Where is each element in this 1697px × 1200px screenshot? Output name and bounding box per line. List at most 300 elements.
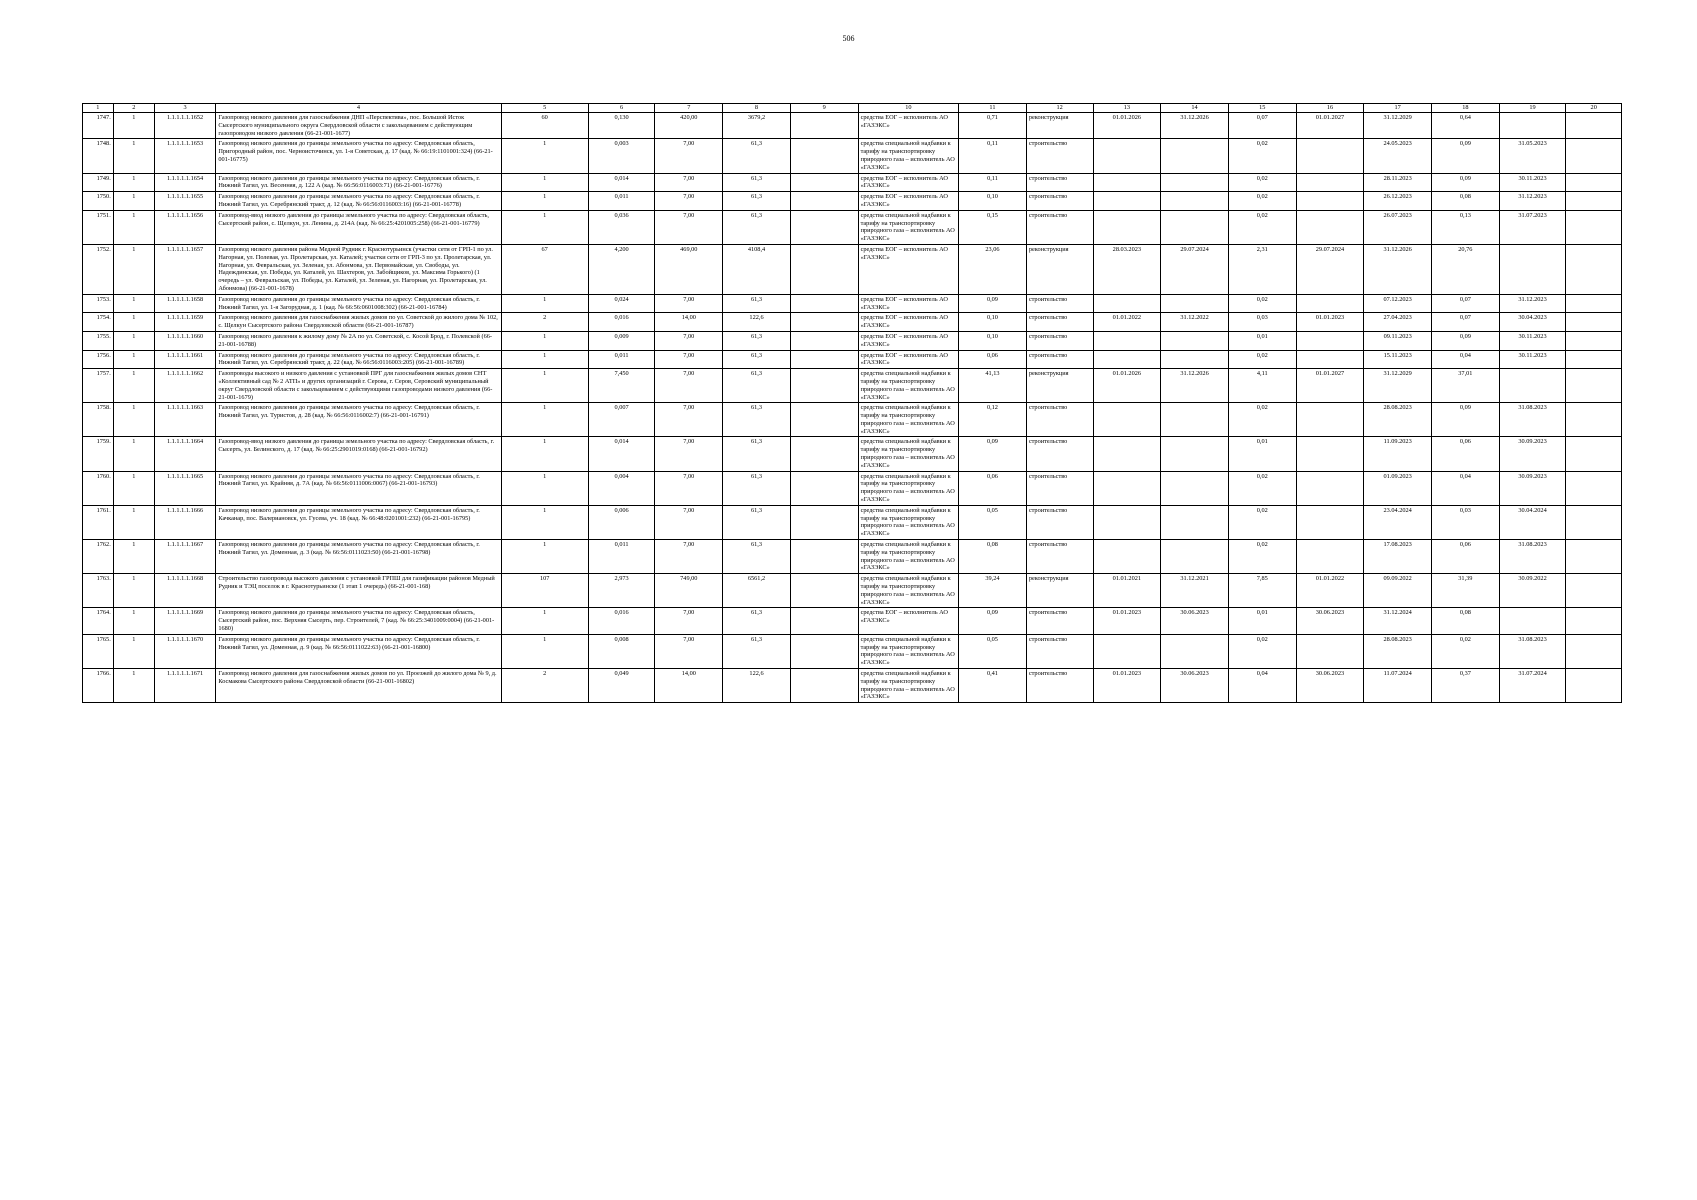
table-row (83, 634, 1622, 668)
cell-col-8: 61,3 (723, 403, 791, 437)
cell-col-5: 1 (501, 608, 588, 634)
cell-col-17: 28.08.2023 (1364, 403, 1432, 437)
cell-col-5: 1 (501, 173, 588, 192)
cell-col-16: 30.06.2023 (1296, 669, 1364, 703)
cell-col-16: 01.01.2022 (1296, 574, 1364, 608)
funding-source: средства ЕОГ – исполнитель АО «ГАЗЭКС» (858, 113, 959, 139)
col-header: 15 (1228, 104, 1296, 113)
work-type: строительство (1026, 139, 1093, 173)
funding-source: средства ЕОГ – исполнитель АО «ГАЗЭКС» (858, 173, 959, 192)
cell-col-20 (1566, 331, 1622, 350)
cell-col-14 (1161, 173, 1229, 192)
cell-col-11: 0,11 (959, 139, 1027, 173)
cell-col-15: 0,02 (1228, 540, 1296, 574)
cell-col-5: 1 (501, 437, 588, 471)
funding-source: средства ЕОГ – исполнитель АО «ГАЗЭКС» (858, 244, 959, 294)
row-number: 1764. (83, 608, 114, 634)
cell-col-8: 61,3 (723, 173, 791, 192)
work-type: строительство (1026, 313, 1093, 332)
object-name: Газопровод низкого давления до границы земельного участка по адресу: Свердловская область, г. Качканар, пос. Валериановск, ул. Гусева, уч. 18 (кад. № 66:48:0201001:232) (66-21-001-16795) (216, 505, 501, 539)
cell-col-20 (1566, 669, 1622, 703)
cell-col-8: 61,3 (723, 192, 791, 211)
cell-col-2: 1 (113, 505, 154, 539)
row-number: 1749. (83, 173, 114, 192)
cell-col-17: 23.04.2024 (1364, 505, 1432, 539)
col-header: 13 (1093, 104, 1161, 113)
cell-col-17: 24.05.2023 (1364, 139, 1432, 173)
object-name: Газопровод низкого давления до границы земельного участка по адресу: Свердловская область, г. Нижний Тагил, ул. Доменная, д. 3 (кад. № 66:56:0111023:50) (66-21-001-16798) (216, 540, 501, 574)
cell-col-5: 1 (501, 505, 588, 539)
object-name: Газопровод низкого давления до границы земельного участка по адресу: Свердловская область, г. Нижний Тагил, ул. Крайняя, д. 7А (кад. № 66:56:0111006:0067) (66-21-001-16793) (216, 471, 501, 505)
cell-col-19: 31.08.2023 (1499, 540, 1566, 574)
cell-col-16 (1296, 505, 1364, 539)
cell-col-16: 01.01.2027 (1296, 113, 1364, 139)
cell-col-11: 0,10 (959, 192, 1027, 211)
cell-col-18: 0,09 (1432, 139, 1500, 173)
cell-col-15: 0,02 (1228, 294, 1296, 313)
cell-col-13 (1093, 437, 1161, 471)
cell-col-2: 1 (113, 113, 154, 139)
cell-col-7: 7,00 (655, 350, 723, 369)
cell-col-17: 26.12.2023 (1364, 192, 1432, 211)
cell-col-14 (1161, 331, 1229, 350)
cell-col-11: 0,06 (959, 350, 1027, 369)
col-header: 10 (858, 104, 959, 113)
cell-col-8: 61,3 (723, 437, 791, 471)
object-name: Газопровод низкого давления до границы земельного участка по адресу: Свердловская область, Сысертский район, пос. Верхняя Сысерть, пер. Строителей, 7 (кад. № 66:25:3401009:0004) (66-21-001-1680) (216, 608, 501, 634)
object-name: Газопровод низкого давления для газоснабжения жилых домов по ул. Проезжей до жилого дома № 9, д. Космакова Сысертского района Свердловской области (66-21-001-16802) (216, 669, 501, 703)
col-header: 3 (154, 104, 216, 113)
cell-col-18: 0,07 (1432, 294, 1500, 313)
cell-col-15: 0,02 (1228, 471, 1296, 505)
cell-col-9 (790, 669, 858, 703)
cell-col-8: 61,3 (723, 294, 791, 313)
cell-col-5: 107 (501, 574, 588, 608)
col-header: 14 (1161, 104, 1229, 113)
cell-col-11: 23,06 (959, 244, 1027, 294)
cell-col-16: 29.07.2024 (1296, 244, 1364, 294)
cell-col-6: 0,011 (588, 350, 655, 369)
cell-col-18: 0,04 (1432, 471, 1500, 505)
cell-col-6: 0,014 (588, 173, 655, 192)
cell-col-6: 0,004 (588, 471, 655, 505)
cell-col-14: 29.07.2024 (1161, 244, 1229, 294)
cell-col-17: 28.11.2023 (1364, 173, 1432, 192)
cell-col-6: 0,007 (588, 403, 655, 437)
cell-col-2: 1 (113, 669, 154, 703)
cell-col-19 (1499, 608, 1566, 634)
col-header: 16 (1296, 104, 1364, 113)
object-name: Газопровод низкого давления к жилому дому № 2А по ул. Советской, с. Косой Брод, г. Полевской (66-21-001-16788) (216, 331, 501, 350)
cell-col-9 (790, 139, 858, 173)
table-row (83, 313, 1622, 332)
funding-source: средства ЕОГ – исполнитель АО «ГАЗЭКС» (858, 313, 959, 332)
work-type: строительство (1026, 403, 1093, 437)
col-header: 4 (216, 104, 501, 113)
cell-col-16 (1296, 350, 1364, 369)
cell-col-18: 0,03 (1432, 505, 1500, 539)
row-number: 1760. (83, 471, 114, 505)
work-type: строительство (1026, 350, 1093, 369)
cell-col-5: 1 (501, 403, 588, 437)
cell-col-2: 1 (113, 540, 154, 574)
table-row (83, 608, 1622, 634)
cell-col-20 (1566, 471, 1622, 505)
cell-col-7: 7,00 (655, 634, 723, 668)
cell-col-19: 31.05.2023 (1499, 139, 1566, 173)
row-number: 1751. (83, 210, 114, 244)
row-number: 1752. (83, 244, 114, 294)
cell-col-19 (1499, 244, 1566, 294)
column-number-row (83, 104, 1622, 113)
cell-col-14: 31.12.2022 (1161, 313, 1229, 332)
cell-col-17: 09.09.2022 (1364, 574, 1432, 608)
cell-col-6: 0,016 (588, 608, 655, 634)
cell-col-17: 31.12.2029 (1364, 113, 1432, 139)
table-row (83, 403, 1622, 437)
cell-col-11: 0,41 (959, 669, 1027, 703)
work-type: строительство (1026, 634, 1093, 668)
cell-col-18: 20,76 (1432, 244, 1500, 294)
cell-col-14: 31.12.2026 (1161, 369, 1229, 403)
cell-col-14 (1161, 540, 1229, 574)
cell-col-9 (790, 540, 858, 574)
cell-col-18: 0,06 (1432, 540, 1500, 574)
cell-col-2: 1 (113, 173, 154, 192)
cell-col-13: 01.01.2022 (1093, 313, 1161, 332)
cell-col-18: 0,08 (1432, 608, 1500, 634)
work-type: реконструкция (1026, 574, 1093, 608)
cell-col-18: 0,09 (1432, 403, 1500, 437)
cell-col-11: 0,05 (959, 634, 1027, 668)
object-code: 1.1.1.1.1.1662 (154, 369, 216, 403)
cell-col-19 (1499, 113, 1566, 139)
cell-col-2: 1 (113, 244, 154, 294)
cell-col-18: 0,06 (1432, 437, 1500, 471)
cell-col-17: 26.07.2023 (1364, 210, 1432, 244)
cell-col-7: 14,00 (655, 313, 723, 332)
cell-col-13: 01.01.2023 (1093, 608, 1161, 634)
cell-col-8: 4108,4 (723, 244, 791, 294)
cell-col-6: 0,016 (588, 313, 655, 332)
cell-col-16: 30.06.2023 (1296, 608, 1364, 634)
funding-source: средства специальной надбавки к тарифу на транспортировку природного газа – исполнитель АО «ГАЗЭКС» (858, 139, 959, 173)
col-header: 19 (1499, 104, 1566, 113)
work-type: строительство (1026, 173, 1093, 192)
object-code: 1.1.1.1.1.1666 (154, 505, 216, 539)
table-row (83, 192, 1622, 211)
cell-col-9 (790, 350, 858, 369)
row-number: 1758. (83, 403, 114, 437)
object-code: 1.1.1.1.1.1664 (154, 437, 216, 471)
cell-col-8: 122,6 (723, 313, 791, 332)
table-row (83, 369, 1622, 403)
col-header: 17 (1364, 104, 1432, 113)
object-code: 1.1.1.1.1.1660 (154, 331, 216, 350)
cell-col-6: 0,049 (588, 669, 655, 703)
cell-col-14 (1161, 403, 1229, 437)
funding-source: средства специальной надбавки к тарифу на транспортировку природного газа – исполнитель АО «ГАЗЭКС» (858, 574, 959, 608)
cell-col-16 (1296, 540, 1364, 574)
row-number: 1763. (83, 574, 114, 608)
work-type: строительство (1026, 437, 1093, 471)
cell-col-6: 0,009 (588, 331, 655, 350)
cell-col-6: 0,130 (588, 113, 655, 139)
cell-col-17: 31.12.2026 (1364, 244, 1432, 294)
cell-col-20 (1566, 173, 1622, 192)
cell-col-5: 60 (501, 113, 588, 139)
cell-col-2: 1 (113, 471, 154, 505)
table-row (83, 471, 1622, 505)
cell-col-9 (790, 505, 858, 539)
row-number: 1754. (83, 313, 114, 332)
cell-col-14 (1161, 350, 1229, 369)
row-number: 1748. (83, 139, 114, 173)
funding-source: средства ЕОГ – исполнитель АО «ГАЗЭКС» (858, 350, 959, 369)
cell-col-9 (790, 113, 858, 139)
row-number: 1750. (83, 192, 114, 211)
cell-col-15: 4,11 (1228, 369, 1296, 403)
cell-col-20 (1566, 192, 1622, 211)
table-row (83, 540, 1622, 574)
cell-col-18: 31,39 (1432, 574, 1500, 608)
row-number: 1766. (83, 669, 114, 703)
cell-col-9 (790, 331, 858, 350)
work-type: строительство (1026, 331, 1093, 350)
cell-col-9 (790, 192, 858, 211)
col-header: 18 (1432, 104, 1500, 113)
object-code: 1.1.1.1.1.1659 (154, 313, 216, 332)
cell-col-8: 61,3 (723, 540, 791, 574)
cell-col-7: 7,00 (655, 437, 723, 471)
cell-col-18: 0,64 (1432, 113, 1500, 139)
funding-source: средства специальной надбавки к тарифу на транспортировку природного газа – исполнитель АО «ГАЗЭКС» (858, 403, 959, 437)
object-name: Газопровод низкого давления района Медной Рудник г. Краснотурьинск (участки сети от ГРП-1 по ул. Нагорная, ул. Полевая, ул. Пролетарская, ул. Каталей; участки сети от ГРП-3 по ул. Пролетарская, ул. Нагорная, ул. Февральская, ул. Зеленая, ул. Абонмова, ул. Первомайская, ул. Свободы, ул. Надеждинская, ул. Победы, ул. Каталей, ул. Шахтеров, ул. Забойщиков, ул. Максима Горького) (1 очередь – ул. Февральская, ул. Победы, ул. Каталей, ул. Зеленая, ул. Нагорная, ул. Пролетарская, ул. Абонмова) (66-21-001-1678) (216, 244, 501, 294)
cell-col-17: 31.12.2024 (1364, 608, 1432, 634)
cell-col-20 (1566, 634, 1622, 668)
funding-source: средства специальной надбавки к тарифу на транспортировку природного газа – исполнитель АО «ГАЗЭКС» (858, 369, 959, 403)
cell-col-8: 61,3 (723, 608, 791, 634)
cell-col-13 (1093, 350, 1161, 369)
cell-col-19: 30.09.2023 (1499, 437, 1566, 471)
cell-col-11: 39,24 (959, 574, 1027, 608)
cell-col-6: 0,011 (588, 540, 655, 574)
cell-col-19: 31.12.2023 (1499, 294, 1566, 313)
cell-col-18: 0,07 (1432, 313, 1500, 332)
cell-col-15: 0,02 (1228, 403, 1296, 437)
row-number: 1765. (83, 634, 114, 668)
col-header: 7 (655, 104, 723, 113)
funding-source: средства специальной надбавки к тарифу на транспортировку природного газа – исполнитель АО «ГАЗЭКС» (858, 210, 959, 244)
cell-col-7: 7,00 (655, 192, 723, 211)
cell-col-7: 469,00 (655, 244, 723, 294)
investment-program-table (82, 103, 1622, 703)
col-header: 8 (723, 104, 791, 113)
object-code: 1.1.1.1.1.1671 (154, 669, 216, 703)
cell-col-16 (1296, 471, 1364, 505)
cell-col-2: 1 (113, 608, 154, 634)
cell-col-2: 1 (113, 634, 154, 668)
cell-col-17: 07.12.2023 (1364, 294, 1432, 313)
object-name: Газопровод низкого давления до границы земельного участка по адресу: Свердловская область, г. Нижний Тагил, ул. Серебрянский тракт, д. 22 (кад. № 66:56:0116003:205) (66-21-001-16789) (216, 350, 501, 369)
cell-col-20 (1566, 313, 1622, 332)
row-number: 1747. (83, 113, 114, 139)
cell-col-15: 0,07 (1228, 113, 1296, 139)
cell-col-14: 30.06.2023 (1161, 608, 1229, 634)
object-code: 1.1.1.1.1.1668 (154, 574, 216, 608)
cell-col-14: 30.06.2023 (1161, 669, 1229, 703)
object-name: Строительство газопровода высокого давления с установкой ГРПШ для газификации районов Медный Рудник и ТЭЦ поселок в г. Краснотурьинске (1 этап 1 очередь) (66-21-001-168) (216, 574, 501, 608)
cell-col-13 (1093, 471, 1161, 505)
cell-col-17: 17.08.2023 (1364, 540, 1432, 574)
cell-col-13 (1093, 173, 1161, 192)
table-row (83, 210, 1622, 244)
cell-col-19: 30.09.2023 (1499, 471, 1566, 505)
cell-col-16 (1296, 139, 1364, 173)
cell-col-15: 0,01 (1228, 608, 1296, 634)
funding-source: средства специальной надбавки к тарифу на транспортировку природного газа – исполнитель АО «ГАЗЭКС» (858, 540, 959, 574)
object-code: 1.1.1.1.1.1669 (154, 608, 216, 634)
cell-col-13 (1093, 403, 1161, 437)
cell-col-19: 31.07.2024 (1499, 669, 1566, 703)
cell-col-2: 1 (113, 331, 154, 350)
cell-col-15: 0,02 (1228, 173, 1296, 192)
work-type: реконструкция (1026, 113, 1093, 139)
cell-col-16: 01.01.2027 (1296, 369, 1364, 403)
cell-col-9 (790, 313, 858, 332)
cell-col-20 (1566, 574, 1622, 608)
table-body (83, 113, 1622, 703)
cell-col-19 (1499, 369, 1566, 403)
cell-col-6: 0,011 (588, 192, 655, 211)
cell-col-6: 0,003 (588, 139, 655, 173)
funding-source: средства специальной надбавки к тарифу на транспортировку природного газа – исполнитель АО «ГАЗЭКС» (858, 669, 959, 703)
cell-col-14 (1161, 192, 1229, 211)
table-row (83, 350, 1622, 369)
cell-col-20 (1566, 608, 1622, 634)
cell-col-20 (1566, 244, 1622, 294)
col-header: 1 (83, 104, 114, 113)
cell-col-16 (1296, 437, 1364, 471)
cell-col-8: 61,3 (723, 634, 791, 668)
funding-source: средства ЕОГ – исполнитель АО «ГАЗЭКС» (858, 294, 959, 313)
cell-col-20 (1566, 403, 1622, 437)
cell-col-15: 0,02 (1228, 350, 1296, 369)
cell-col-6: 0,024 (588, 294, 655, 313)
object-code: 1.1.1.1.1.1670 (154, 634, 216, 668)
cell-col-7: 7,00 (655, 331, 723, 350)
cell-col-7: 7,00 (655, 173, 723, 192)
cell-col-6: 4,200 (588, 244, 655, 294)
cell-col-15: 0,02 (1228, 634, 1296, 668)
cell-col-16 (1296, 173, 1364, 192)
cell-col-17: 11.07.2024 (1364, 669, 1432, 703)
object-name: Газопровод низкого давления до границы земельного участка по адресу: Свердловская область, г. Нижний Тагил, ул. 1-я Загорудная, д. 1 (кад. № 66:56:0601008:302) (66-21-001-16784) (216, 294, 501, 313)
cell-col-11: 0,06 (959, 471, 1027, 505)
cell-col-19: 31.12.2023 (1499, 192, 1566, 211)
row-number: 1756. (83, 350, 114, 369)
cell-col-7: 7,00 (655, 294, 723, 313)
table-row (83, 437, 1622, 471)
cell-col-19: 30.11.2023 (1499, 350, 1566, 369)
cell-col-15: 0,02 (1228, 210, 1296, 244)
page-number: 506 (842, 34, 855, 43)
cell-col-18: 37,01 (1432, 369, 1500, 403)
cell-col-2: 1 (113, 139, 154, 173)
object-code: 1.1.1.1.1.1654 (154, 173, 216, 192)
funding-source: средства специальной надбавки к тарифу на транспортировку природного газа – исполнитель АО «ГАЗЭКС» (858, 505, 959, 539)
cell-col-7: 7,00 (655, 369, 723, 403)
object-code: 1.1.1.1.1.1667 (154, 540, 216, 574)
cell-col-7: 7,00 (655, 403, 723, 437)
cell-col-18: 0,02 (1432, 634, 1500, 668)
cell-col-6: 7,450 (588, 369, 655, 403)
cell-col-11: 41,13 (959, 369, 1027, 403)
work-type: строительство (1026, 210, 1093, 244)
cell-col-11: 0,15 (959, 210, 1027, 244)
cell-col-8: 61,3 (723, 350, 791, 369)
table-row (83, 331, 1622, 350)
cell-col-15: 0,01 (1228, 437, 1296, 471)
work-type: строительство (1026, 505, 1093, 539)
cell-col-15: 2,31 (1228, 244, 1296, 294)
cell-col-7: 7,00 (655, 540, 723, 574)
cell-col-19: 30.09.2022 (1499, 574, 1566, 608)
cell-col-8: 61,3 (723, 331, 791, 350)
cell-col-20 (1566, 294, 1622, 313)
cell-col-17: 01.09.2023 (1364, 471, 1432, 505)
table-row (83, 113, 1622, 139)
cell-col-9 (790, 634, 858, 668)
cell-col-9 (790, 403, 858, 437)
cell-col-19: 30.11.2023 (1499, 173, 1566, 192)
object-name: Газопроводы высокого и низкого давления с установкой ПРГ для газоснабжения жилых домов СНТ «Коллективный сад № 2 АТП» и других организаций г. Серова, г. Серов, Серовский муниципальный округ Свердловской области с закольцеванием с действующими газопроводами низкого давления (66-21-001-1679) (216, 369, 501, 403)
cell-col-15: 0,04 (1228, 669, 1296, 703)
cell-col-7: 7,00 (655, 608, 723, 634)
cell-col-15: 0,02 (1228, 192, 1296, 211)
table-row (83, 173, 1622, 192)
cell-col-14 (1161, 505, 1229, 539)
work-type: реконструкция (1026, 244, 1093, 294)
cell-col-5: 1 (501, 294, 588, 313)
cell-col-11: 0,09 (959, 608, 1027, 634)
cell-col-18: 0,09 (1432, 173, 1500, 192)
cell-col-6: 0,006 (588, 505, 655, 539)
cell-col-18: 0,13 (1432, 210, 1500, 244)
cell-col-14 (1161, 471, 1229, 505)
cell-col-11: 0,09 (959, 294, 1027, 313)
cell-col-13 (1093, 540, 1161, 574)
object-name: Газопровод низкого давления до границы земельного участка по адресу: Свердловская область, г. Нижний Тагил, ул. Туристов, д. 28 (кад. № 66:56:0116002:7) (66-21-001-16791) (216, 403, 501, 437)
work-type: строительство (1026, 540, 1093, 574)
work-type: строительство (1026, 294, 1093, 313)
cell-col-7: 7,00 (655, 505, 723, 539)
cell-col-7: 7,00 (655, 139, 723, 173)
cell-col-14 (1161, 634, 1229, 668)
cell-col-17: 11.09.2023 (1364, 437, 1432, 471)
cell-col-5: 1 (501, 139, 588, 173)
cell-col-8: 61,3 (723, 505, 791, 539)
table-row (83, 505, 1622, 539)
cell-col-2: 1 (113, 313, 154, 332)
cell-col-13: 01.01.2026 (1093, 369, 1161, 403)
cell-col-15: 0,02 (1228, 505, 1296, 539)
col-header: 2 (113, 104, 154, 113)
cell-col-2: 1 (113, 437, 154, 471)
work-type: строительство (1026, 669, 1093, 703)
work-type: строительство (1026, 192, 1093, 211)
cell-col-14: 31.12.2021 (1161, 574, 1229, 608)
